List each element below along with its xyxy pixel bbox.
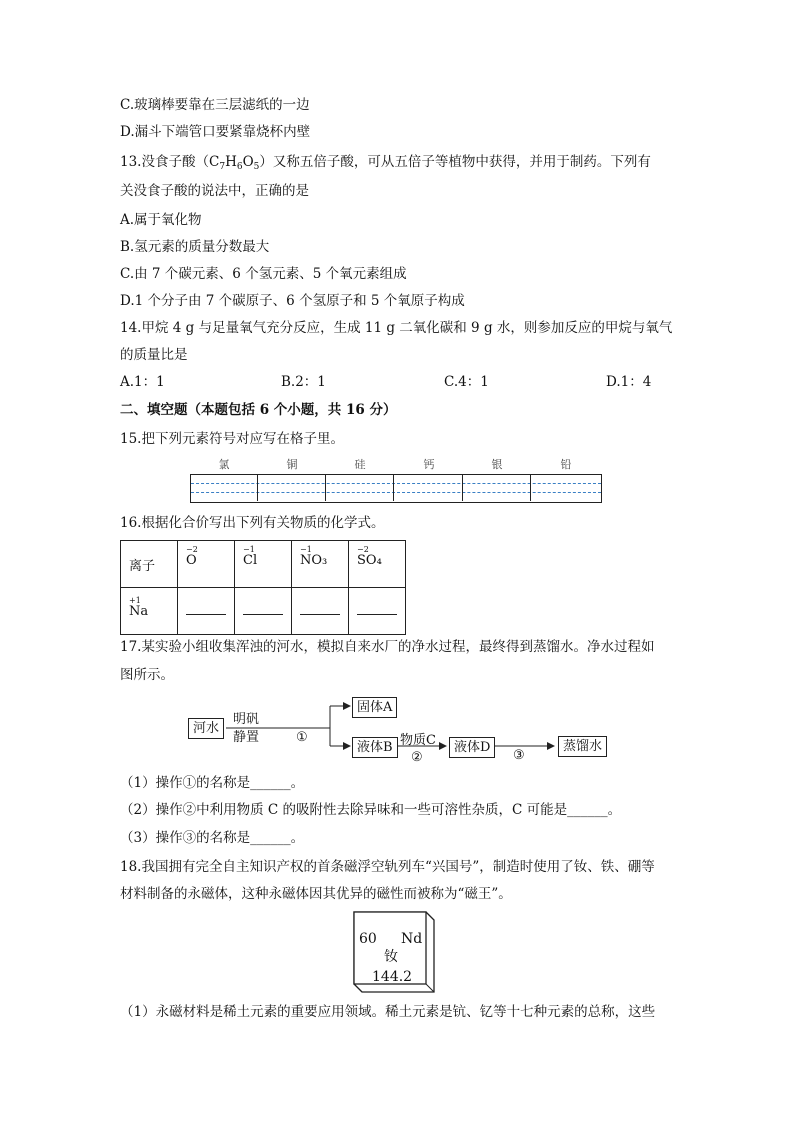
step-3-label: ③	[513, 748, 525, 763]
element-name: 钕	[384, 949, 398, 965]
option-c-line: C.玻璃棒要靠在三层滤纸的一边	[120, 97, 310, 113]
q17-sub-1: （1）操作①的名称是______。	[120, 775, 305, 791]
step-2-label: ②	[411, 750, 423, 765]
liquid-b-box: 液体B	[352, 737, 398, 758]
answer-blank[interactable]	[186, 604, 226, 615]
step-1-label: ①	[296, 730, 308, 745]
option-d-line: D.漏斗下端管口要紧靠烧杯内壁	[120, 124, 311, 140]
q17-sub-3: （3）操作③的名称是______。	[120, 830, 305, 846]
liquid-d-box: 液体D	[449, 737, 495, 758]
q15-header: 铜	[286, 458, 298, 471]
q13-stem-1: 13.没食子酸$(C_7H_6O_5)$又称五倍子酸，可从五倍子等植物中获得，并用于制药。下列有	[120, 154, 651, 172]
q13-option-a: A.属于氧化物	[120, 212, 202, 228]
q15-header: 氯	[218, 458, 230, 471]
q17-sub-2: （2）操作②中利用物质 C 的吸附性去除异味和一些可溶性杂质，C 可能是______。	[120, 802, 622, 818]
solid-a-box: 固体A	[352, 697, 397, 718]
ion-symbol: Na	[129, 604, 149, 619]
q16-stem: 16.根据化合价写出下列有关物质的化学式。	[120, 515, 385, 531]
q14-option-c: C.4：1	[444, 374, 489, 390]
atomic-number: 60	[359, 931, 377, 947]
ion-symbol: SO₄	[357, 553, 382, 568]
q16-corner-label: 离子	[129, 559, 156, 574]
q14-stem-2: 的质量比是	[120, 347, 188, 363]
q18-stem-1: 18.我国拥有完全自主知识产权的首条磁浮空轨列车“兴国号”，制造时使用了钕、铁、硼等	[120, 859, 655, 875]
q18-sub-1: （1）永磁材料是稀土元素的重要应用领域。稀土元素是钪、钇等十七种元素的总称，这些	[120, 1004, 656, 1020]
q15-header: 银	[491, 458, 503, 471]
q14-stem-1: 14.甲烷 4 g 与足量氧气充分反应，生成 11 g 二氧化碳和 9 g 水，则参加反应的甲烷与氧气	[120, 320, 673, 336]
q18-stem-2: 材料制备的永磁体，这种永磁体因其优异的磁性而被称为“磁王”。	[120, 886, 512, 902]
q17-stem-1: 17.某实验小组收集浑浊的河水，模拟自来水厂的净水过程，最终得到蒸馏水。净水过程如	[120, 639, 655, 655]
substance-c-label: 物质C	[400, 733, 436, 748]
atomic-mass: 144.2	[372, 969, 413, 985]
q14-option-b: B.2：1	[281, 374, 326, 390]
reagent-alum: 明矾	[233, 712, 260, 727]
reagent-settle: 静置	[233, 730, 260, 745]
answer-blank[interactable]	[243, 604, 283, 615]
q13-option-b: B.氢元素的质量分数最大	[120, 239, 270, 255]
q15-stem: 15.把下列元素符号对应写在格子里。	[120, 431, 344, 447]
answer-blank[interactable]	[357, 604, 397, 615]
q16-valence-table: 离子 −2 O −1 Cl −1 NO₃ −2 SO₄ +1 Na	[120, 540, 406, 635]
q13-option-c: C.由 7 个碳元素、6 个氢元素、5 个氧元素组成	[120, 266, 407, 282]
q17-stem-2: 图所示。	[120, 667, 174, 683]
q15-header: 铅	[560, 458, 572, 471]
q14-option-a: A.1：1	[120, 374, 165, 390]
q13-option-d: D.1 个分子由 7 个碳原子、6 个氢原子和 5 个氧原子构成	[120, 293, 465, 309]
ion-symbol: Cl	[243, 553, 258, 568]
element-symbol: Nd	[401, 931, 423, 947]
section-2-heading: 二、填空题（本题包括 6 个小题，共 16 分）	[120, 402, 397, 418]
q15-header: 钙	[423, 458, 435, 471]
answer-blank[interactable]	[300, 604, 340, 615]
ion-symbol: O	[186, 553, 197, 568]
river-water-box: 河水	[188, 718, 224, 739]
q14-option-d: D.1：4	[606, 374, 652, 390]
q15-header: 硅	[354, 458, 366, 471]
distilled-water-box: 蒸馏水	[558, 736, 607, 757]
ion-symbol: NO₃	[300, 553, 328, 568]
q13-stem-2: 关没食子酸的说法中，正确的是	[120, 183, 309, 199]
